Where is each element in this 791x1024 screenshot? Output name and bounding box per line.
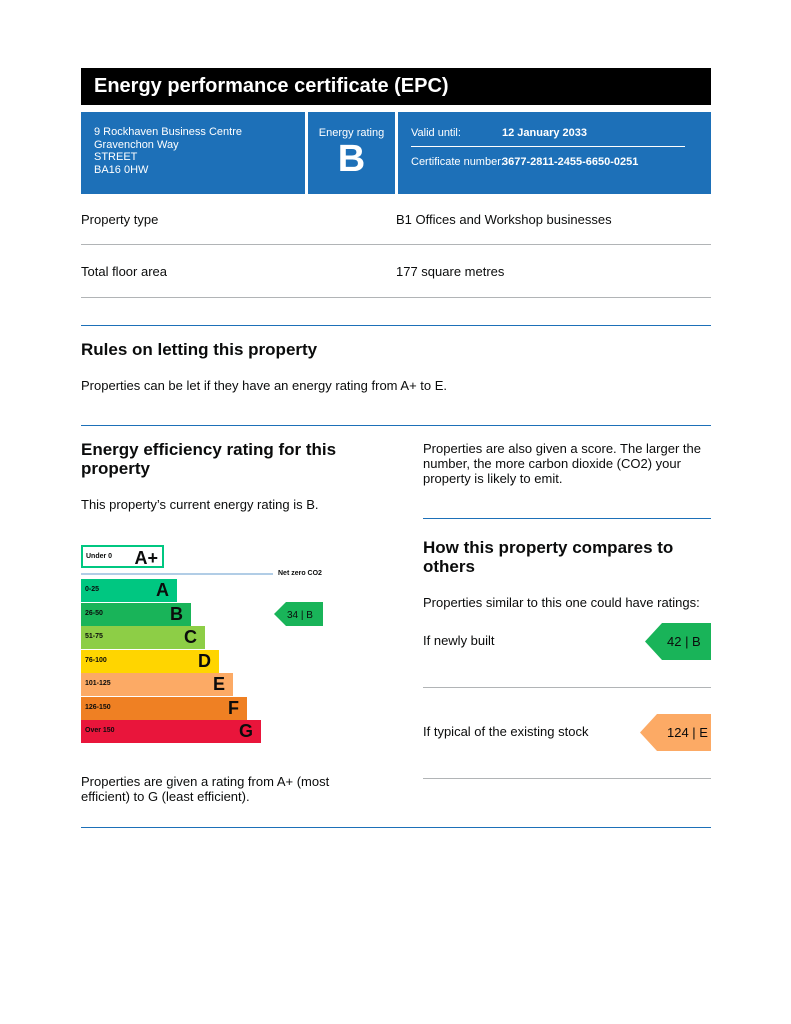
band-range: 101-125: [85, 680, 111, 687]
section-divider: [81, 827, 711, 828]
certificate-number-label: Certificate number:: [411, 156, 504, 168]
band-f: [81, 697, 247, 720]
score-text: [423, 441, 701, 486]
divider: [411, 146, 685, 147]
band-letter: C: [184, 627, 197, 647]
efficiency-heading-line-2: property: [81, 459, 150, 478]
floor-area-value: 177 square metres: [396, 264, 505, 279]
band-range: Over 150: [85, 727, 115, 734]
band-range: 0-25: [85, 586, 100, 593]
compare-heading-line-1: How this property compares to: [423, 538, 674, 557]
address-line-1: 9 Rockhaven Business Centre: [94, 126, 242, 138]
section-divider: [423, 518, 711, 519]
property-type-label: Property type: [81, 212, 159, 227]
band-letter: A+: [134, 548, 158, 568]
band-letter: F: [228, 698, 239, 718]
divider: [423, 687, 711, 688]
current-rating-marker-label: 34 | B: [287, 610, 313, 621]
newly-built-label: If newly built: [423, 633, 495, 648]
address-line-2: Gravenchon Way: [94, 138, 179, 151]
page-title: Energy performance certificate (EPC): [81, 68, 711, 105]
net-zero-label: Net zero CO2: [278, 570, 322, 577]
divider: [81, 244, 711, 245]
section-divider: [81, 325, 711, 326]
validity-panel: [398, 112, 711, 194]
typical-stock-rating-value: 124 | E: [667, 725, 708, 740]
address-postcode: BA16 0HW: [94, 163, 149, 176]
band-letter: E: [212, 674, 225, 694]
net-zero-line: [81, 573, 273, 575]
compare-heading: [423, 538, 673, 576]
band-range: 26-50: [85, 610, 103, 617]
floor-area-label: Total floor area: [81, 264, 167, 279]
rating-scale-note-line-1: Properties are given a rating from A+ (most: [81, 774, 330, 789]
rating-scale-note: [81, 774, 329, 804]
letting-heading: Rules on letting this property: [81, 340, 318, 359]
divider: [81, 297, 711, 298]
energy-rating-value: B: [337, 138, 366, 180]
band-range: Under 0: [86, 553, 113, 560]
valid-until-label: Valid until:: [411, 127, 461, 139]
band-b: [81, 603, 191, 626]
band-letter: A: [156, 580, 169, 600]
energy-rating-label: Energy rating: [318, 127, 385, 139]
band-a: [81, 579, 177, 602]
band-e: [81, 673, 233, 696]
divider: [423, 778, 711, 779]
valid-until-value: 12 January 2033: [502, 127, 588, 139]
newly-built-rating-value: 42 | B: [667, 634, 701, 649]
efficiency-heading-line-1: Energy efficiency rating for this: [81, 440, 337, 459]
letting-text: Properties can be let if they have an energy rating from A+ to E.: [81, 378, 448, 393]
score-text-line-3: property is likely to emit.: [423, 471, 563, 486]
current-rating-text: This property’s current energy rating is B.: [81, 497, 319, 512]
band-c: [81, 626, 205, 649]
efficiency-heading: [81, 440, 336, 478]
band-range: 126-150: [85, 704, 111, 711]
typical-stock-label: If typical of the existing stock: [423, 724, 589, 739]
compare-intro: Properties similar to this one could have ratings:: [423, 595, 700, 610]
energy-rating-panel: [308, 112, 395, 194]
newly-built-rating-arrow: [645, 623, 711, 660]
band-letter: G: [238, 721, 253, 741]
address-panel: [81, 112, 305, 194]
band-letter: B: [170, 604, 183, 624]
certificate-number-value: 3677-2811-2455-6650-0251: [502, 156, 639, 168]
rating-scale-note-line-2: efficient) to G (least efficient).: [81, 789, 250, 804]
score-text-line-2: number, the more carbon dioxide (CO2) your: [423, 456, 681, 471]
score-text-line-1: Properties are also given a score. The larger the: [423, 441, 701, 456]
compare-heading-line-2: others: [423, 557, 475, 576]
band-letter: D: [198, 651, 211, 671]
section-divider: [81, 425, 711, 426]
typical-stock-rating-arrow: [640, 714, 711, 751]
current-rating-marker: [274, 602, 324, 626]
band-g: [81, 720, 261, 743]
address-line-3: STREET: [94, 151, 138, 163]
band-d: [81, 650, 219, 673]
band-range: 76-100: [85, 657, 107, 664]
band-range: 51-75: [85, 633, 103, 640]
band-aplus: [81, 545, 164, 568]
property-type-value: B1 Offices and Workshop businesses: [396, 212, 612, 227]
